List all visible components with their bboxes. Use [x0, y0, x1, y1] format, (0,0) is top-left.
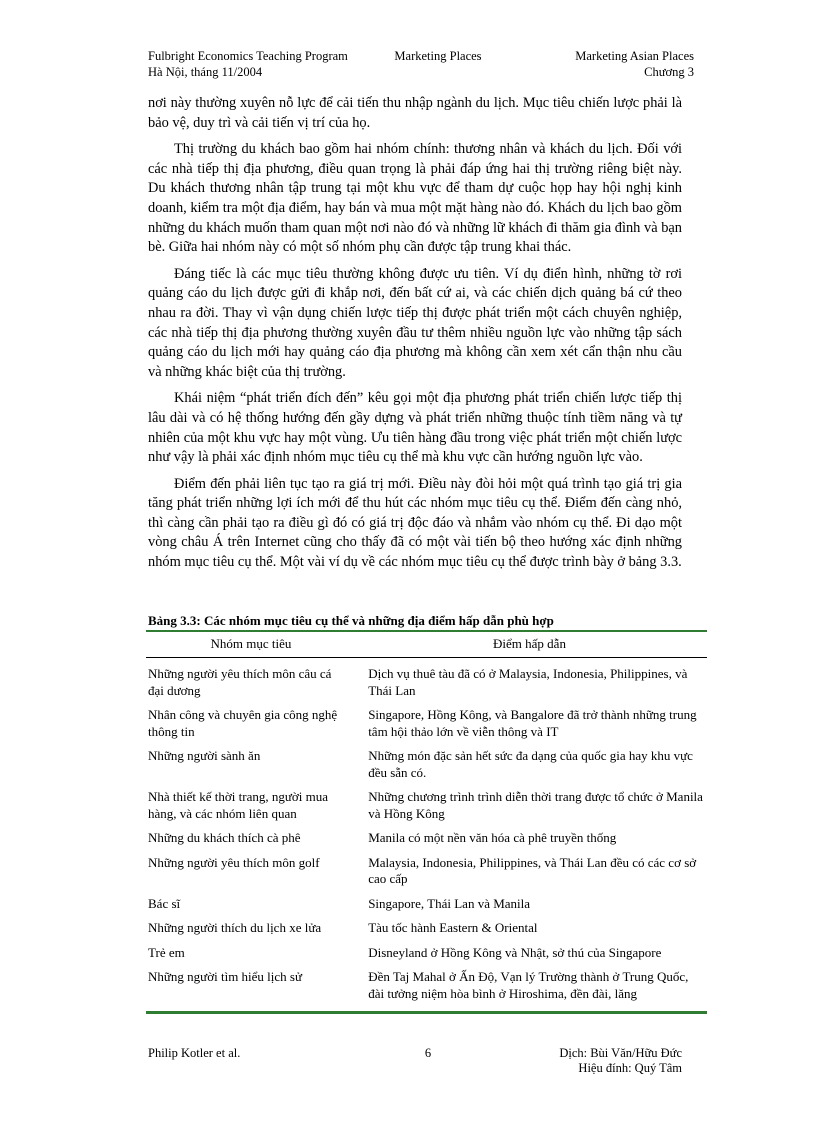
column-header-attraction: Điểm hấp dẫn — [493, 636, 566, 651]
table-row — [148, 666, 705, 699]
body-text — [148, 94, 682, 580]
cell-attraction: Dịch vụ thuê tàu đã có ở Malaysia, Indonesia, Philippines, và Thái Lan — [368, 666, 688, 698]
table-row — [148, 920, 705, 937]
table-header-rule — [146, 657, 707, 658]
cell-attraction: Manila có một nền văn hóa cà phê truyền thống — [368, 830, 617, 845]
paragraph: Điểm đến phải liên tục tạo ra giá trị mới. Điều này đòi hỏi một quá trình tạo giá trị gia tăng phát triển những lợi ích mới để thu hút các nhóm mục tiêu cụ thể. Điểm đến càng nhỏ, thì càng cần phải tạo ra điều gì đó có giá trị độc đáo và nhắm vào nhóm cụ thể. Đi dạo một vòng châu Á trên Internet cũng cho thấy đã có một vài tiến bộ theo hướng xác định những nhóm mục tiêu cụ thể. Một vài ví dụ về các nhóm mục tiêu cụ thể được trình bày ở bảng 3.3. — [148, 475, 682, 571]
cell-group: Những người yêu thích môn câu cá đại dương — [148, 666, 332, 698]
table-bottom-rule — [146, 1011, 707, 1014]
table-row — [148, 855, 705, 888]
cell-attraction: Những món đặc sản hết sức đa dạng của quốc gia hay khu vực đều sẵn có. — [368, 748, 693, 780]
table-row — [148, 789, 705, 822]
column-header-group: Nhóm mục tiêu — [210, 636, 292, 651]
table-row — [148, 945, 705, 962]
cell-attraction: Những chương trình trình diễn thời trang được tổ chức ở Manila và Hồng Kông — [368, 789, 703, 821]
footer-author: Philip Kotler et al. — [148, 1046, 241, 1060]
cell-attraction: Disneyland ở Hồng Kông và Nhật, sở thú của Singapore — [368, 944, 662, 960]
table-body — [148, 666, 705, 1010]
paragraph: Thị trường du khách bao gồm hai nhóm chính: thương nhân và khách du lịch. Đối với các nhà tiếp thị địa phương, điều quan trọng là phải đáp ứng hai thị trường riêng biệt này. Du khách thương nhân tập trung tại một khu vực để tham dự cuộc họp hay hội nghị kinh doanh, kiểm tra một địa điểm, hay bán và mua một mặt hàng nào đó. Khách du lịch bao gồm những du khách muốn tham quan một nơi nào đó và những lữ khách đi thăm gia đình và bạn bè. Giữa hai nhóm này có một số nhóm phụ cần được tập trung khai thác. — [148, 141, 682, 256]
header-title: Marketing Asian Places — [575, 49, 694, 63]
footer-translator: Dịch: Bùi Văn/Hữu Đức — [559, 1046, 682, 1060]
table-top-rule — [146, 630, 707, 632]
header-book: Marketing Places — [394, 49, 482, 63]
page-header — [148, 48, 694, 80]
page-number: 6 — [424, 1046, 432, 1060]
paragraph: nơi này thường xuyên nỗ lực để cải tiến thu nhập ngành du lịch. Mục tiêu chiến lược phải là bảo vệ, duy trì và cải tiến vị trí của họ. — [148, 95, 682, 131]
cell-group: Bác sĩ — [148, 895, 181, 911]
table-row — [148, 969, 705, 1002]
header-program: Fulbright Economics Teaching Program — [148, 49, 348, 63]
table-row — [148, 707, 705, 740]
cell-group: Những người tìm hiểu lịch sử — [148, 969, 303, 984]
cell-attraction: Malaysia, Indonesia, Philippines, và Thái Lan đều có các cơ sở cao cấp — [368, 854, 697, 886]
cell-group: Nhân công và chuyên gia công nghệ thông tin — [148, 707, 338, 739]
cell-group: Những người yêu thích môn golf — [148, 854, 320, 870]
cell-attraction: Đền Taj Mahal ở Ấn Độ, Vạn lý Trường thành ở Trung Quốc, đài tưởng niệm hòa bình ở Hiroshima, đền đài, lăng — [368, 969, 689, 1001]
table-row — [148, 830, 705, 847]
paragraph: Đáng tiếc là các mục tiêu thường không được ưu tiên. Ví dụ điển hình, những tờ rơi quảng cáo du lịch được gửi đi khắp nơi, đến bất cứ ai, và các chiến dịch quảng bá cứ theo nhau ra đời. Thay vì vận dụng chiến lược tiếp thị được phát triển một cách chuyên nghiệp, các nhà tiếp thị địa phương thường xuyên đầu tư thêm nhiều nguồn lực vào những tập sách quảng cáo du lịch mới hay quảng cáo địa phương mà không cần xem xét cẩn thận nhu cầu và những khác biệt của thị trường. — [148, 265, 682, 380]
footer-editor: Hiệu đính: Quý Tâm — [578, 1061, 682, 1075]
table-row — [148, 748, 705, 781]
table-row — [148, 896, 705, 913]
cell-group: Trẻ em — [148, 944, 185, 960]
cell-group: Những du khách thích cà phê — [148, 830, 301, 845]
header-date-place: Hà Nội, tháng 11/2004 — [148, 65, 263, 79]
cell-group: Những người sành ăn — [148, 748, 261, 763]
cell-attraction: Tàu tốc hành Eastern & Oriental — [368, 920, 538, 935]
cell-attraction: Singapore, Hồng Kông, và Bangalore đã trở thành những trung tâm hội thảo lớn về viễn thông và IT — [368, 707, 697, 739]
cell-attraction: Singapore, Thái Lan và Manila — [368, 895, 531, 911]
paragraph: Khái niệm “phát triển đích đến” kêu gọi một địa phương phát triển chiến lược tiếp thị lâu dài và có hệ thống hướng đến gầy dựng và phát triển những thuộc tính tiềm năng và tự nhiên của một khu vực hay một vùng. Ưu tiên hàng đầu trong việc phát triển một chiến lược như vậy là phải xác định nhóm mục tiêu cụ thể mà khu vực cần hướng nguồn lực vào. — [148, 390, 682, 466]
table-caption: Bảng 3.3: Các nhóm mục tiêu cụ thể và những địa điểm hấp dẫn phù hợp — [148, 613, 554, 628]
table-header — [148, 636, 705, 652]
page-footer — [148, 1046, 682, 1076]
cell-group: Những người thích du lịch xe lửa — [148, 920, 322, 935]
header-chapter: Chương 3 — [644, 65, 694, 79]
cell-group: Nhà thiết kế thời trang, người mua hàng, và các nhóm liên quan — [148, 789, 329, 821]
